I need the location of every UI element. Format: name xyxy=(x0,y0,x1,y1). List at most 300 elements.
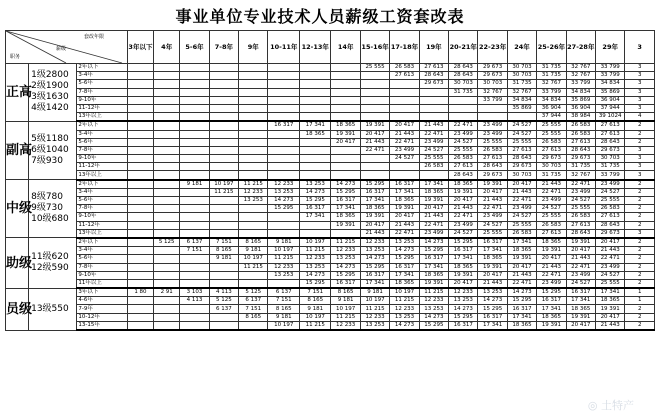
salary-cell: 21 443 xyxy=(596,321,625,330)
salary-cell xyxy=(127,113,153,122)
salary-cell: 22 471 xyxy=(449,121,478,130)
salary-cell xyxy=(127,80,153,88)
salary-cell: 7 151 xyxy=(268,297,300,305)
salary-cell: 13 253 xyxy=(419,305,448,313)
salary-cell: 16 317 xyxy=(449,321,478,330)
salary-cell: 15 295 xyxy=(299,279,331,288)
salary-cell xyxy=(154,180,180,189)
rank-cell: 助级 xyxy=(6,238,29,288)
rank-cell: 正高 xyxy=(6,64,29,122)
salary-cell: 14 273 xyxy=(449,305,478,313)
salary-cell: 23 499 xyxy=(478,130,507,138)
salary-cell xyxy=(180,213,209,221)
salary-cell: 20 417 xyxy=(449,197,478,205)
salary-cell: 28 643 xyxy=(566,229,595,238)
salary-cell: 24 527 xyxy=(507,213,536,221)
years-in-rank-cell: 5-6年 xyxy=(77,255,127,263)
years-in-rank-cell: 3-4年 xyxy=(77,72,127,80)
salary-cell: 21 443 xyxy=(390,221,419,229)
year-header-cell: 15-16年 xyxy=(360,31,389,64)
salary-cell xyxy=(419,88,448,96)
salary-cell: 6 137 xyxy=(268,288,300,297)
rank-cell: 副高 xyxy=(6,121,29,179)
salary-cell: 21 443 xyxy=(360,229,389,238)
salary-cell: 31 735 xyxy=(449,88,478,96)
salary-cell: 7 151 xyxy=(299,288,331,297)
salary-cell: 13 253 xyxy=(331,255,360,263)
years-in-rank-cell: 13-15年 xyxy=(77,321,127,330)
salary-cell xyxy=(127,247,153,255)
years-in-rank-cell: 3年以下 xyxy=(77,288,127,297)
salary-cell: 22 471 xyxy=(449,213,478,221)
salary-cell: 15 295 xyxy=(331,188,360,196)
salary-cell xyxy=(331,113,360,122)
salary-cell xyxy=(154,197,180,205)
salary-cell xyxy=(239,279,268,288)
salary-cell xyxy=(268,72,300,80)
salary-cell xyxy=(127,155,153,163)
salary-cell xyxy=(239,171,268,180)
salary-cell: 24 527 xyxy=(507,130,536,138)
salary-cell xyxy=(268,229,300,238)
salary-cell: 33 799 xyxy=(596,171,625,180)
salary-cell: 3 xyxy=(625,72,655,80)
salary-cell: 23 499 xyxy=(537,197,566,205)
salary-cell xyxy=(449,96,478,104)
salary-cell xyxy=(360,80,389,88)
salary-cell: 9 181 xyxy=(239,247,268,255)
salary-cell: 21 443 xyxy=(507,188,536,196)
salary-cell: 11 215 xyxy=(209,188,238,196)
salary-cell xyxy=(180,205,209,213)
salary-cell xyxy=(209,221,238,229)
years-in-rank-cell: 5-6年 xyxy=(77,138,127,146)
salary-cell: 30 703 xyxy=(478,80,507,88)
salary-cell: 32 767 xyxy=(478,88,507,96)
salary-cell: 18 365 xyxy=(478,255,507,263)
salary-cell: 25 555 xyxy=(419,155,448,163)
salary-cell xyxy=(268,146,300,154)
salary-cell xyxy=(127,146,153,154)
years-in-rank-cell: 2年以下 xyxy=(77,121,127,130)
salary-cell: 5 125 xyxy=(154,238,180,247)
years-in-rank-cell: 4-6年 xyxy=(77,297,127,305)
salary-cell: 25 555 xyxy=(507,138,536,146)
salary-cell xyxy=(154,130,180,138)
salary-cell: 2 xyxy=(625,238,655,247)
salary-cell xyxy=(299,171,331,180)
salary-cell: 34 834 xyxy=(537,96,566,104)
salary-cell: 24 527 xyxy=(566,279,595,288)
salary-cell: 19 391 xyxy=(390,205,419,213)
salary-cell: 20 417 xyxy=(566,247,595,255)
salary-cell xyxy=(154,297,180,305)
salary-cell: 38 984 xyxy=(566,113,595,122)
salary-cell xyxy=(239,163,268,171)
salary-cell: 22 471 xyxy=(596,255,625,263)
corner-header-cell xyxy=(6,31,128,64)
salary-cell: 23 499 xyxy=(596,263,625,271)
salary-cell: 31 735 xyxy=(507,80,536,88)
salary-cell xyxy=(127,297,153,305)
salary-cell: 25 555 xyxy=(478,138,507,146)
salary-cell: 16 317 xyxy=(268,121,300,130)
salary-cell: 15 295 xyxy=(449,313,478,321)
salary-cell xyxy=(180,255,209,263)
salary-cell: 20 417 xyxy=(478,188,507,196)
salary-cell: 20 417 xyxy=(507,180,536,189)
table-row xyxy=(6,263,655,271)
salary-cell xyxy=(299,64,331,72)
salary-cell: 16 317 xyxy=(478,238,507,247)
table-row xyxy=(6,130,655,138)
salary-cell xyxy=(180,104,209,112)
salary-cell: 2 xyxy=(625,271,655,279)
salary-cell: 24 527 xyxy=(419,146,448,154)
table-row xyxy=(6,205,655,213)
salary-cell: 17 341 xyxy=(449,255,478,263)
salary-cell: 9 181 xyxy=(268,313,300,321)
grade-cell: 13级550 xyxy=(29,288,77,330)
salary-cell xyxy=(478,113,507,122)
salary-cell: 8 165 xyxy=(268,305,300,313)
years-in-rank-cell: 10-12年 xyxy=(77,313,127,321)
salary-cell xyxy=(127,163,153,171)
salary-cell: 8 165 xyxy=(209,247,238,255)
salary-cell: 19 391 xyxy=(566,313,595,321)
salary-cell: 23 499 xyxy=(449,221,478,229)
salary-cell xyxy=(239,271,268,279)
salary-cell: 33 799 xyxy=(596,72,625,80)
salary-cell: 25 555 xyxy=(537,213,566,221)
grade-cell: 8级780 9级730 10级680 xyxy=(29,180,77,238)
salary-cell: 12 233 xyxy=(360,313,389,321)
salary-cell: 23 499 xyxy=(419,138,448,146)
salary-cell: 19 391 xyxy=(478,180,507,189)
salary-cell: 21 443 xyxy=(596,247,625,255)
years-in-rank-cell: 11-12年 xyxy=(77,221,127,229)
salary-cell: 6 137 xyxy=(209,305,238,313)
salary-cell: 22 471 xyxy=(419,221,448,229)
salary-cell xyxy=(239,146,268,154)
salary-cell: 24 527 xyxy=(596,188,625,196)
salary-cell xyxy=(209,279,238,288)
salary-cell xyxy=(239,321,268,330)
salary-cell: 2 xyxy=(625,130,655,138)
salary-cell xyxy=(360,104,389,112)
salary-cell xyxy=(239,96,268,104)
salary-cell xyxy=(180,80,209,88)
salary-cell xyxy=(331,163,360,171)
salary-cell: 14 273 xyxy=(390,321,419,330)
salary-cell xyxy=(127,305,153,313)
salary-cell: 20 417 xyxy=(360,221,389,229)
salary-cell: 18 365 xyxy=(331,121,360,130)
salary-cell xyxy=(268,155,300,163)
salary-cell: 26 583 xyxy=(507,229,536,238)
salary-cell xyxy=(239,121,268,130)
salary-cell xyxy=(154,72,180,80)
salary-cell: 22 471 xyxy=(390,229,419,238)
salary-cell: 18 365 xyxy=(360,205,389,213)
salary-cell: 25 555 xyxy=(478,229,507,238)
salary-cell xyxy=(180,171,209,180)
salary-cell xyxy=(331,104,360,112)
salary-cell: 29 673 xyxy=(596,229,625,238)
salary-cell xyxy=(127,263,153,271)
years-in-rank-cell: 2年以下 xyxy=(77,238,127,247)
salary-cell: 10 197 xyxy=(268,321,300,330)
corner-label-rank: 职务 xyxy=(10,54,21,60)
salary-cell xyxy=(127,96,153,104)
salary-cell: 2 91 xyxy=(154,288,180,297)
table-row xyxy=(6,64,655,72)
salary-cell: 8 165 xyxy=(299,297,331,305)
salary-cell: 15 295 xyxy=(478,305,507,313)
salary-cell: 4 113 xyxy=(180,297,209,305)
salary-cell: 30 703 xyxy=(507,72,536,80)
salary-cell: 1 xyxy=(625,297,655,305)
year-header-cell: 25-26年 xyxy=(537,31,566,64)
salary-cell xyxy=(180,271,209,279)
salary-cell: 18 365 xyxy=(331,213,360,221)
salary-cell: 2 xyxy=(625,205,655,213)
corner-label-grade: 薪级 xyxy=(56,46,67,52)
salary-cell xyxy=(360,163,389,171)
salary-cell xyxy=(268,171,300,180)
salary-cell: 22 471 xyxy=(507,279,536,288)
salary-cell: 23 499 xyxy=(449,130,478,138)
salary-cell: 24 527 xyxy=(449,138,478,146)
salary-cell: 14 273 xyxy=(331,180,360,189)
table-row xyxy=(6,288,655,297)
table-row xyxy=(6,80,655,88)
salary-cell xyxy=(268,130,300,138)
salary-cell: 26 583 xyxy=(478,146,507,154)
salary-cell xyxy=(299,104,331,112)
salary-cell: 21 443 xyxy=(478,197,507,205)
salary-cell: 23 499 xyxy=(566,271,595,279)
salary-cell: 15 295 xyxy=(360,180,389,189)
salary-cell xyxy=(390,104,419,112)
salary-cell: 25 555 xyxy=(507,221,536,229)
rank-cell: 员级 xyxy=(6,288,29,330)
salary-cell: 2 xyxy=(625,138,655,146)
year-header-cell: 24年 xyxy=(507,31,536,64)
salary-cell: 16 317 xyxy=(360,271,389,279)
salary-cell: 19 391 xyxy=(478,263,507,271)
salary-cell: 24 527 xyxy=(596,271,625,279)
year-header-cell: 3年以下 xyxy=(127,31,153,64)
years-in-rank-cell: 3-4年 xyxy=(77,247,127,255)
salary-cell: 12 233 xyxy=(390,305,419,313)
salary-cell: 31 735 xyxy=(537,64,566,72)
salary-cell: 29 673 xyxy=(419,80,448,88)
salary-cell xyxy=(239,113,268,122)
salary-cell: 12 233 xyxy=(239,188,268,196)
years-in-rank-cell: 11-12年 xyxy=(77,104,127,112)
salary-cell: 16 317 xyxy=(537,297,566,305)
salary-cell xyxy=(209,88,238,96)
table-row xyxy=(6,255,655,263)
header-row xyxy=(6,31,655,64)
salary-cell xyxy=(154,221,180,229)
salary-cell xyxy=(127,72,153,80)
salary-cell xyxy=(209,130,238,138)
salary-cell xyxy=(154,96,180,104)
salary-cell: 22 471 xyxy=(566,180,595,189)
salary-cell: 25 555 xyxy=(360,64,389,72)
salary-cell xyxy=(180,163,209,171)
rank-cell: 中级 xyxy=(6,180,29,238)
salary-cell: 17 341 xyxy=(478,321,507,330)
salary-cell xyxy=(268,113,300,122)
salary-cell xyxy=(154,163,180,171)
salary-cell: 12 233 xyxy=(331,321,360,330)
salary-cell xyxy=(360,72,389,80)
salary-cell: 18 365 xyxy=(507,247,536,255)
salary-cell: 1 xyxy=(625,288,655,297)
salary-cell: 19 391 xyxy=(449,188,478,196)
years-in-rank-cell: 9-10年 xyxy=(77,155,127,163)
salary-cell: 14 273 xyxy=(299,271,331,279)
salary-cell: 15 295 xyxy=(419,321,448,330)
table-row xyxy=(6,155,655,163)
salary-cell: 25 555 xyxy=(596,279,625,288)
salary-cell: 16 317 xyxy=(299,205,331,213)
salary-cell: 3 xyxy=(625,80,655,88)
table-row xyxy=(6,247,655,255)
salary-cell: 26 583 xyxy=(390,64,419,72)
salary-cell: 19 391 xyxy=(596,305,625,313)
year-header-cell: 9年 xyxy=(239,31,268,64)
salary-cell: 23 499 xyxy=(419,229,448,238)
salary-cell: 22 471 xyxy=(537,271,566,279)
salary-cell: 8 165 xyxy=(331,288,360,297)
salary-cell: 16 317 xyxy=(449,247,478,255)
salary-cell xyxy=(180,321,209,330)
salary-cell: 25 555 xyxy=(449,146,478,154)
salary-cell: 9 181 xyxy=(268,238,300,247)
salary-cell: 28 643 xyxy=(449,72,478,80)
salary-cell xyxy=(127,171,153,180)
salary-cell: 15 295 xyxy=(419,247,448,255)
salary-cell: 15 295 xyxy=(268,205,300,213)
salary-cell xyxy=(268,279,300,288)
years-in-rank-cell: 11-12年 xyxy=(77,163,127,171)
salary-cell xyxy=(154,279,180,288)
salary-cell: 21 443 xyxy=(537,180,566,189)
salary-cell: 37 944 xyxy=(596,104,625,112)
salary-cell xyxy=(154,138,180,146)
salary-cell: 32 767 xyxy=(566,171,595,180)
year-header-cell: 7-8年 xyxy=(209,31,238,64)
salary-cell: 10 197 xyxy=(299,238,331,247)
salary-cell: 15 295 xyxy=(449,238,478,247)
salary-cell: 29 673 xyxy=(596,146,625,154)
salary-cell xyxy=(239,88,268,96)
salary-cell xyxy=(331,96,360,104)
salary-cell: 28 643 xyxy=(566,146,595,154)
salary-cell: 16 317 xyxy=(478,313,507,321)
salary-cell: 26 583 xyxy=(537,138,566,146)
salary-cell: 3 xyxy=(625,88,655,96)
salary-cell xyxy=(268,213,300,221)
salary-cell: 3 xyxy=(625,171,655,180)
salary-cell xyxy=(331,146,360,154)
salary-cell: 27 613 xyxy=(478,155,507,163)
salary-cell: 19 391 xyxy=(331,130,360,138)
salary-cell: 26 583 xyxy=(537,221,566,229)
salary-cell: 22 471 xyxy=(566,263,595,271)
salary-cell: 28 643 xyxy=(449,171,478,180)
salary-cell: 6 137 xyxy=(239,297,268,305)
salary-cell xyxy=(209,113,238,122)
salary-cell: 3 xyxy=(625,229,655,238)
salary-cell: 25 555 xyxy=(566,205,595,213)
salary-cell: 22 471 xyxy=(360,146,389,154)
salary-cell xyxy=(127,205,153,213)
salary-cell xyxy=(180,221,209,229)
salary-cell xyxy=(268,88,300,96)
salary-cell: 10 197 xyxy=(268,247,300,255)
salary-cell xyxy=(390,80,419,88)
years-in-rank-cell: 13年以上 xyxy=(77,171,127,180)
salary-cell: 2 xyxy=(625,313,655,321)
salary-cell: 16 317 xyxy=(360,188,389,196)
salary-cell: 12 233 xyxy=(449,288,478,297)
salary-cell: 19 391 xyxy=(419,279,448,288)
salary-cell: 16 317 xyxy=(566,288,595,297)
table-row xyxy=(6,297,655,305)
salary-cell xyxy=(209,138,238,146)
salary-cell xyxy=(180,279,209,288)
salary-cell xyxy=(209,155,238,163)
salary-cell: 21 443 xyxy=(419,121,448,130)
salary-cell: 19 391 xyxy=(566,238,595,247)
salary-cell: 21 443 xyxy=(537,263,566,271)
salary-cell xyxy=(209,163,238,171)
salary-cell: 18 365 xyxy=(449,263,478,271)
salary-cell: 19 391 xyxy=(507,255,536,263)
salary-cell xyxy=(209,146,238,154)
table-row xyxy=(6,197,655,205)
salary-cell xyxy=(127,313,153,321)
salary-cell xyxy=(239,104,268,112)
salary-cell xyxy=(268,64,300,72)
salary-cell xyxy=(360,155,389,163)
salary-cell: 33 799 xyxy=(596,64,625,72)
salary-cell xyxy=(180,146,209,154)
salary-cell: 17 341 xyxy=(390,271,419,279)
salary-cell: 30 703 xyxy=(507,64,536,72)
table-row xyxy=(6,213,655,221)
salary-cell xyxy=(239,155,268,163)
salary-cell xyxy=(180,197,209,205)
salary-cell: 24 527 xyxy=(478,221,507,229)
salary-cell: 17 341 xyxy=(419,263,448,271)
year-header-cell: 27-28年 xyxy=(566,31,595,64)
salary-cell xyxy=(299,72,331,80)
salary-cell: 18 365 xyxy=(507,321,536,330)
salary-cell xyxy=(127,88,153,96)
salary-cell xyxy=(390,171,419,180)
salary-cell: 33 799 xyxy=(537,88,566,96)
salary-cell xyxy=(180,138,209,146)
salary-cell: 11 215 xyxy=(299,321,331,330)
salary-cell xyxy=(331,155,360,163)
salary-cell xyxy=(331,229,360,238)
